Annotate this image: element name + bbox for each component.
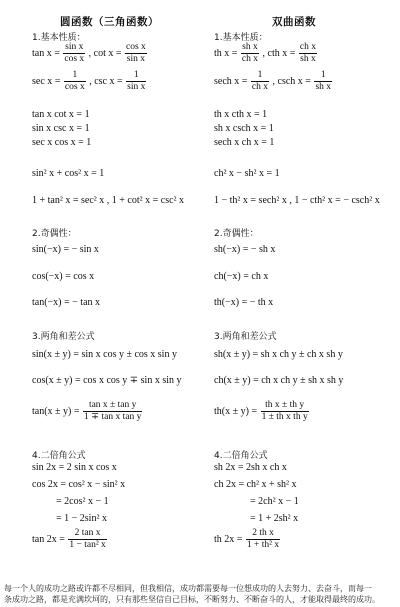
formula: sin x csc x = 1 xyxy=(32,123,90,134)
formula: sh x csch x = 1 xyxy=(214,123,274,134)
formula-tan-double xyxy=(32,528,108,551)
numerator: sin x xyxy=(65,42,84,52)
footer-paragraph xyxy=(4,583,396,605)
formula: sh(−x) = − sh x xyxy=(214,244,276,255)
formula-lhs: sec x = xyxy=(32,75,61,87)
formula: sin² x + cos² x = 1 xyxy=(32,168,105,179)
formula-lhs: th(x ± y) = xyxy=(214,405,258,417)
formula: ch(x ± y) = ch x ch y ± sh x sh y xyxy=(214,375,344,386)
denominator: 1 ± th x th y xyxy=(261,412,308,422)
footer-line: 每一个人的成功之路或许都不尽相同，但我相信，成功都需要每一位想成功的人去努力、去奋斗，而每一 xyxy=(4,584,372,593)
denominator: sh x xyxy=(300,54,316,64)
formula-sech-csch xyxy=(214,70,333,93)
formula: 1 − th² x = sech² x , 1 − cth² x = − csch² x xyxy=(214,195,380,206)
formula: cos(−x) = cos x xyxy=(32,271,95,282)
formula-lhs: , csc x = xyxy=(89,75,123,87)
denominator: 1 ∓ tan x tan y xyxy=(84,412,142,422)
denominator: sh x xyxy=(315,82,332,92)
fraction xyxy=(64,70,86,93)
section-title: 3.两角和差公式 xyxy=(32,332,95,342)
denominator: sin x xyxy=(127,82,146,92)
fraction xyxy=(125,42,147,65)
numerator: 1 xyxy=(251,70,269,82)
numerator: 1 xyxy=(126,70,146,82)
denominator: cos x xyxy=(64,82,85,92)
formula: sh(x ± y) = sh x ch y ± ch x sh y xyxy=(214,349,343,360)
formula: cos 2x = cos² x − sin² x xyxy=(32,479,126,490)
formula: sin 2x = 2 sin x cos x xyxy=(32,462,117,473)
formula: tan x cot x = 1 xyxy=(32,109,90,120)
section-title: 2.奇偶性： xyxy=(214,229,259,239)
formula: = 2cos² x − 1 xyxy=(56,496,109,507)
numerator: 1 xyxy=(64,70,86,82)
formula-lhs: , cot x = xyxy=(88,47,122,59)
fraction xyxy=(246,528,280,551)
denominator: ch x xyxy=(241,54,259,64)
formula: ch² x − sh² x = 1 xyxy=(214,168,280,179)
section-title: 4.二倍角公式 xyxy=(32,451,86,461)
fraction xyxy=(251,70,269,93)
formula-tan-sum xyxy=(32,400,143,423)
formula-lhs: th 2x = xyxy=(214,533,243,545)
formula: ch 2x = ch² x + sh² x xyxy=(214,479,297,490)
numerator: 2 tan x xyxy=(68,528,106,540)
formula: ch(−x) = ch x xyxy=(214,271,269,282)
fraction xyxy=(241,42,259,65)
fraction xyxy=(63,42,85,65)
formula-lhs: tan 2x = xyxy=(32,533,65,545)
formula-lhs: tan x = xyxy=(32,47,60,59)
fraction xyxy=(126,70,146,93)
formula: cos(x ± y) = cos x cos y ∓ sin x sin y xyxy=(32,375,182,386)
formula-lhs: th x = xyxy=(214,47,238,59)
fraction xyxy=(314,70,332,93)
formula-lhs: , cth x = xyxy=(262,47,296,59)
numerator: 1 xyxy=(314,70,332,82)
section-title: 2.奇偶性： xyxy=(32,229,77,239)
fraction xyxy=(261,400,309,423)
formula: 1 + tan² x = sec² x , 1 + cot² x = csc² x xyxy=(32,195,185,206)
formula: tan(−x) = − tan x xyxy=(32,297,101,308)
numerator: ch x xyxy=(299,42,316,52)
formula-th-sum xyxy=(214,400,310,423)
fraction xyxy=(68,528,106,551)
formula: = 1 − 2sin² x xyxy=(56,513,107,524)
formula-tan-cot xyxy=(32,42,148,65)
formula: = 2ch² x − 1 xyxy=(250,496,299,507)
formula: th x cth x = 1 xyxy=(214,109,268,120)
denominator: 1 + th² x xyxy=(246,540,280,550)
denominator: sin x xyxy=(126,54,146,64)
formula: sin(−x) = − sin x xyxy=(32,244,99,255)
section-title: 3.两角和差公式 xyxy=(214,332,277,342)
fraction xyxy=(299,42,317,65)
formula: sh 2x = 2sh x ch x xyxy=(214,462,287,473)
formula: sec x cos x = 1 xyxy=(32,137,92,148)
formula: th(−x) = − th x xyxy=(214,297,274,308)
numerator: sh x xyxy=(242,42,258,52)
formula-lhs: sech x = xyxy=(214,75,248,87)
fraction xyxy=(83,400,142,423)
formula: sin(x ± y) = sin x cos y ± cos x sin y xyxy=(32,349,177,360)
formula-th-cth xyxy=(214,42,318,65)
formula-th-double xyxy=(214,528,281,551)
column-title: 双曲函数 xyxy=(272,17,316,28)
formula-lhs: , csch x = xyxy=(272,75,311,87)
numerator: th x ± th y xyxy=(261,400,309,412)
denominator: ch x xyxy=(251,82,269,92)
formula-lhs: tan(x ± y) = xyxy=(32,405,80,417)
section-title: 1.基本性质： xyxy=(32,33,86,43)
footer-line: 条成功之路，都是充满坎坷的，只有那些坚信自己目标，不断努力、不断奋斗的人，才能取得最终的成功。 xyxy=(4,595,380,604)
section-title: 1.基本性质： xyxy=(214,33,268,43)
denominator: cos x xyxy=(64,54,85,64)
numerator: cos x xyxy=(126,42,146,52)
formula: sech x ch x = 1 xyxy=(214,137,275,148)
section-title: 4.二倍角公式 xyxy=(214,451,268,461)
denominator: 1 − tan² x xyxy=(69,540,106,550)
formula-sec-csc xyxy=(32,70,147,93)
numerator: tan x ± tan y xyxy=(83,400,142,412)
column-title: 圆函数（三角函数） xyxy=(60,17,159,28)
numerator: 2 th x xyxy=(246,528,280,540)
formula: = 1 + 2sh² x xyxy=(250,513,299,524)
